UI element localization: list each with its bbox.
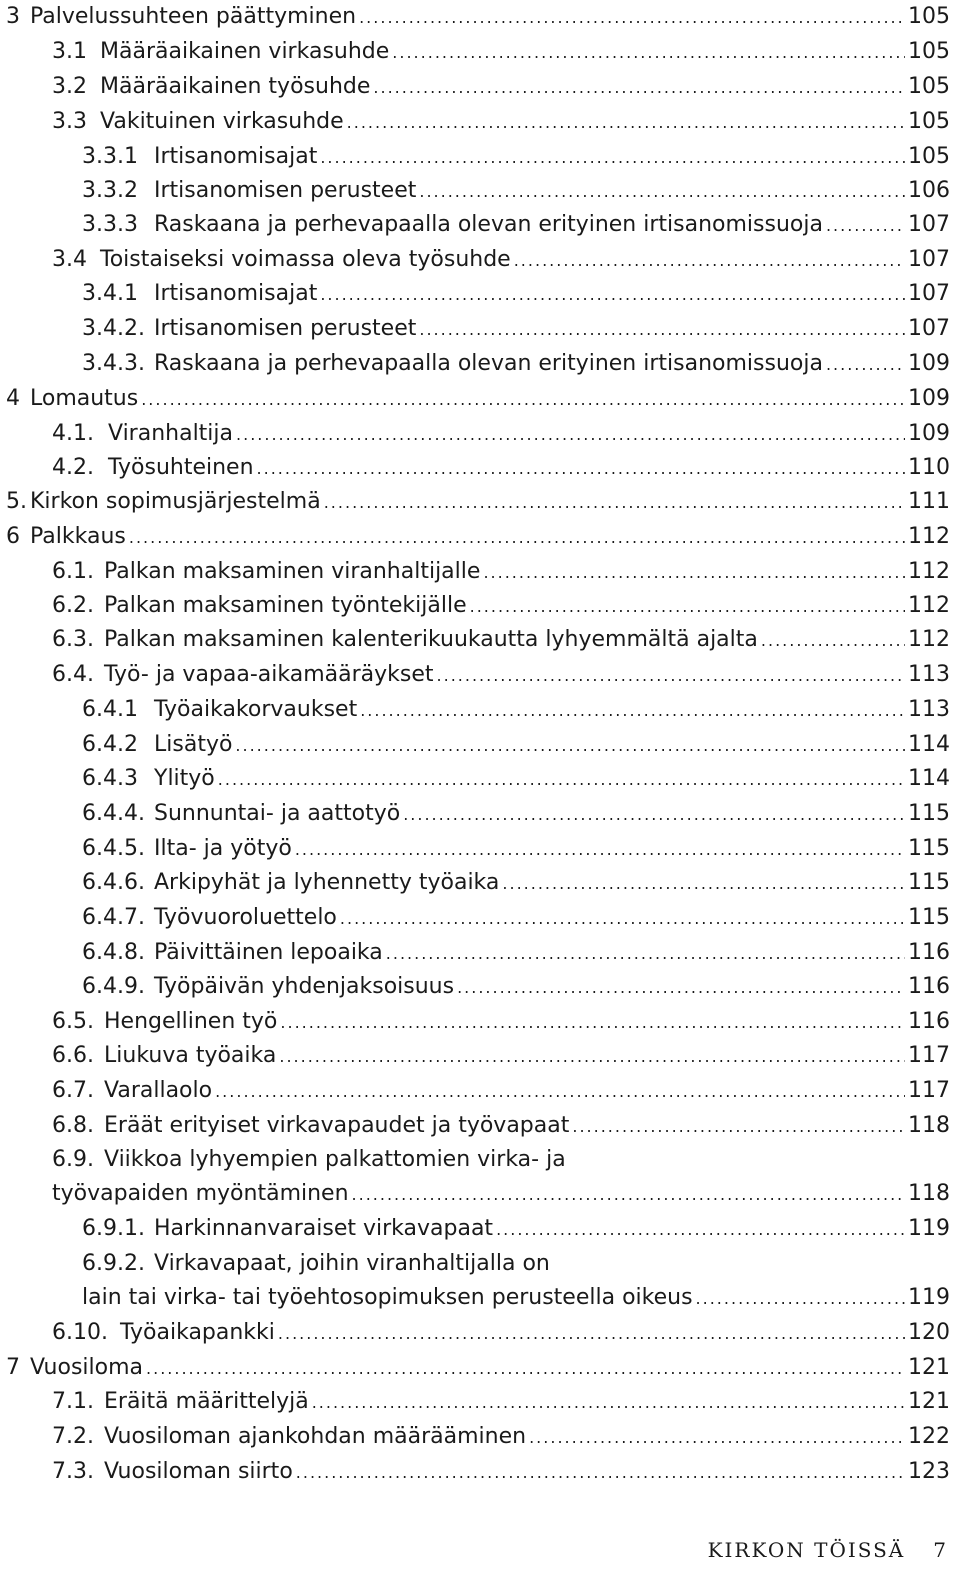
toc-section-number: 6.7. [52,1078,94,1103]
toc-page-number: 112 [908,524,950,549]
dot-leader [359,1,905,35]
toc-entry-title: Eräät erityiset virkavapaudet ja työvapaat [104,1113,570,1138]
toc-section-number: 4 [6,386,20,411]
page-footer [708,1538,948,1562]
toc-entry-title: Palvelussuhteen päättyminen [30,4,357,29]
toc-page-number: 118 [908,1113,950,1138]
dot-leader [295,833,905,867]
dot-leader [529,1421,905,1455]
toc-entry[interactable] [52,1005,950,1039]
toc-entry-title: Vakituinen virkasuhde [100,109,344,134]
toc-section-number: 6.4.7. [82,905,145,930]
toc-entry-title: Kirkon sopimusjärjestelmä [30,489,321,514]
toc-page-number: 123 [908,1459,950,1484]
toc-section-number: 6.4.6. [82,870,145,895]
toc-section-number: 3.3.2 [82,178,138,203]
toc-entry[interactable] [82,797,950,831]
footer-page-number: 7 [933,1538,948,1562]
toc-page-number: 109 [908,351,950,376]
toc-section-number: 6.4.2 [82,732,138,757]
toc-entry-title: Työvuoroluettelo [154,905,337,930]
toc-section-number: 3.4.2. [82,316,145,341]
toc-section-number: 3.1 [52,39,87,64]
toc-entry[interactable] [82,174,950,208]
toc-page-number: 109 [908,386,950,411]
toc-section-number: 6.4.9. [82,974,145,999]
dot-leader [236,418,905,452]
toc-entry[interactable] [82,728,950,762]
toc-entry[interactable] [6,485,950,519]
toc-entry[interactable] [6,1351,950,1385]
toc-entry-title: Liukuva työaika [104,1043,277,1068]
dot-leader [279,1040,905,1074]
toc-section-number: 6.4.5. [82,836,145,861]
dot-leader [320,278,905,312]
toc-entry-first-line [82,1247,950,1281]
toc-page-number: 115 [908,870,950,895]
dot-leader [320,141,905,175]
dot-leader [280,1006,905,1040]
dot-leader [392,36,905,70]
dot-leader [146,1352,905,1386]
dot-leader [373,71,905,105]
toc-page-number: 111 [908,489,950,514]
toc-section-number: 7.1. [52,1389,94,1414]
toc-page-number: 114 [908,732,950,757]
toc-entry-title: Raskaana ja perhevapaalla olevan erityinen irtisanomissuoja [154,212,823,237]
toc-entry[interactable] [52,1177,950,1211]
toc-section-number: 7.2. [52,1424,94,1449]
toc-section-number: 3.2 [52,74,87,99]
dot-leader [496,1213,905,1247]
toc-page-number: 109 [908,421,950,446]
dot-leader [457,971,905,1005]
dot-leader [215,1075,905,1109]
toc-entry[interactable] [52,1039,950,1073]
toc-section-number: 6.3. [52,627,94,652]
toc-section-number: 6 [6,524,20,549]
toc-entry-title: Raskaana ja perhevapaalla olevan erityinen irtisanomissuoja [154,351,823,376]
toc-entry[interactable] [52,243,950,277]
toc-section-number: 3.3 [52,109,87,134]
toc-page-number: 107 [908,247,950,272]
dot-leader [296,1456,905,1490]
toc-entry[interactable] [82,866,950,900]
toc-section-number: 7 [6,1355,20,1380]
toc-entry-title: Irtisanomisajat [154,144,318,169]
toc-entry[interactable] [52,417,950,451]
dot-leader [696,1282,905,1316]
toc-page-number: 121 [908,1355,950,1380]
toc-entry-first-line [52,1143,950,1177]
toc-section-number: 3.3.3 [82,212,138,237]
dot-leader [826,348,905,382]
toc-section-number: 4.1. [52,421,94,446]
toc-page-number: 119 [908,1216,950,1241]
toc-section-number: 6.4.1 [82,697,138,722]
toc-entry[interactable] [52,1455,950,1489]
toc-section-number: 6.4.8. [82,940,145,965]
toc-entry-title: Palkan maksaminen työntekijälle [104,593,467,618]
toc-entry[interactable] [82,936,950,970]
toc-entry[interactable] [52,1074,950,1108]
toc-entry-title: Vuosiloma [30,1355,144,1380]
toc-entry[interactable] [82,277,950,311]
toc-section-number: 6.2. [52,593,94,618]
toc-section-number: 6.8. [52,1113,94,1138]
dot-leader [340,902,905,936]
dot-leader [514,244,905,278]
toc-entry[interactable] [52,70,950,104]
toc-section-number: 6.10. [52,1320,108,1345]
toc-entry[interactable] [82,970,950,1004]
toc-entry[interactable] [82,140,950,174]
toc-entry-title: Irtisanomisen perusteet [154,178,417,203]
toc-entry-title: Palkan maksaminen viranhaltijalle [104,559,481,584]
toc-entry[interactable] [82,693,950,727]
footer-title: KIRKON TÖISSÄ [707,1538,906,1562]
dot-leader [129,521,905,555]
dot-leader [403,798,905,832]
toc-entry-title: Irtisanomisen perusteet [154,316,417,341]
toc-section-number: 6.9.1. [82,1216,145,1241]
toc-entry-title: Palkkaus [30,524,126,549]
dot-leader [386,937,905,971]
toc-entry-title-continuation: lain tai virka- tai työehtosopimuksen perusteella oikeus [82,1285,693,1310]
toc-page-number: 115 [908,836,950,861]
toc-page-number: 113 [908,697,950,722]
toc-section-number: 3.4.3. [82,351,145,376]
toc-entry[interactable] [52,658,950,692]
toc-section-number: 3.4.1 [82,281,138,306]
toc-entry[interactable] [52,35,950,69]
toc-entry[interactable] [52,1420,950,1454]
toc-section-number: 6.4. [52,662,94,687]
toc-entry-title: Määräaikainen virkasuhde [100,39,390,64]
toc-entry-title: Viranhaltija [108,421,234,446]
toc-section-number: 6.4.3 [82,766,138,791]
toc-entry-title: Lomautus [30,386,139,411]
toc-entry-title: Ylityö [154,766,215,791]
toc-entry[interactable] [52,1385,950,1419]
dot-leader [419,175,905,209]
toc-entry-title: Työsuhteinen [108,455,254,480]
toc-page-number: 116 [908,1009,950,1034]
toc-entry-title: Toistaiseksi voimassa oleva työsuhde [100,247,511,272]
toc-section-number: 6.1. [52,559,94,584]
toc-page-number: 120 [908,1320,950,1345]
dot-leader [235,729,905,763]
toc-entry-title: Työ- ja vapaa-aikamääräykset [104,662,434,687]
toc-entry[interactable] [6,382,950,416]
toc-page-number: 119 [908,1285,950,1310]
toc-entry-title: Arkipyhät ja lyhennetty työaika [154,870,500,895]
toc-entry[interactable] [82,1281,950,1315]
toc-entry-title: Sunnuntai- ja aattotyö [154,801,401,826]
toc-page-number: 117 [908,1078,950,1103]
toc-section-number: 3.4 [52,247,87,272]
toc-entry[interactable] [52,1316,950,1350]
toc-entry-title: Työaikapankki [120,1320,275,1345]
toc-entry-title: Irtisanomisajat [154,281,318,306]
toc-page-number: 116 [908,974,950,999]
toc-section-number: 3.3.1 [82,144,138,169]
toc-entry[interactable] [6,0,950,34]
toc-page-number: 117 [908,1043,950,1068]
toc-entry-title: Työaikakorvaukset [154,697,358,722]
dot-leader [360,694,905,728]
toc-section-number: 6.5. [52,1009,94,1034]
toc-entry[interactable] [52,623,950,657]
toc-entry-title: Hengellinen työ [104,1009,278,1034]
toc-section-number: 6.6. [52,1043,94,1068]
toc-entry-title: Määräaikainen työsuhde [100,74,371,99]
dot-leader [141,383,905,417]
toc-entry-title: Lisätyö [154,732,233,757]
toc-page-number: 107 [908,281,950,306]
dot-leader [437,659,905,693]
toc-entry[interactable] [82,1212,950,1246]
dot-leader [278,1317,905,1351]
toc-page-number: 107 [908,316,950,341]
toc-entry[interactable] [82,208,950,242]
toc-page-number: 105 [908,4,950,29]
toc-entry-title: Työpäivän yhdenjaksoisuus [154,974,455,999]
toc-section-number: 4.2. [52,455,94,480]
toc-page-number: 105 [908,144,950,169]
dot-leader [483,556,905,590]
toc-entry-title: Eräitä määrittelyjä [104,1389,309,1414]
dot-leader [324,486,905,520]
toc-section-number: 5. [6,489,27,514]
toc-entry[interactable] [52,555,950,589]
toc-page-number: 115 [908,801,950,826]
dot-leader [419,313,905,347]
toc-entry-title: Päivittäinen lepoaika [154,940,383,965]
toc-page-number: 110 [908,455,950,480]
toc-page-number: 105 [908,39,950,64]
toc-section-number: 3 [6,4,20,29]
toc-entry[interactable] [52,1109,950,1143]
dot-leader [218,763,905,797]
toc-entry-title-continuation: työvapaiden myöntäminen [52,1181,349,1206]
toc-entry[interactable] [52,105,950,139]
toc-section-number: 6.4.4. [82,801,145,826]
toc-entry[interactable] [52,589,950,623]
dot-leader [312,1386,905,1420]
dot-leader [572,1110,905,1144]
toc-entry[interactable] [82,347,950,381]
dot-leader [761,624,905,658]
dot-leader [470,590,905,624]
toc-entry-title: Varallaolo [104,1078,213,1103]
toc-section-number: 6.9.2. [82,1251,145,1276]
dot-leader [257,452,905,486]
dot-leader [352,1178,905,1212]
toc-page-number: 122 [908,1424,950,1449]
toc-page-number: 121 [908,1389,950,1414]
toc-entry[interactable] [82,832,950,866]
toc-page-number: 113 [908,662,950,687]
toc-entry-title: Viikkoa lyhyempien palkattomien virka- ja [104,1147,566,1172]
toc-page-number: 112 [908,627,950,652]
toc-page-number: 114 [908,766,950,791]
toc-entry-title: Palkan maksaminen kalenterikuukautta lyhyemmältä ajalta [104,627,758,652]
toc-entry[interactable] [82,312,950,346]
toc-section-number: 7.3. [52,1459,94,1484]
toc-section-number: 6.9. [52,1147,94,1172]
toc-page-number: 112 [908,559,950,584]
dot-leader [502,867,905,901]
toc-page-number: 105 [908,74,950,99]
toc-entry-title: Harkinnanvaraiset virkavapaat [154,1216,494,1241]
toc-entry-title: Virkavapaat, joihin viranhaltijalla on [154,1251,550,1276]
toc-page-number: 106 [908,178,950,203]
toc-page-number: 105 [908,109,950,134]
toc-page-number: 112 [908,593,950,618]
dot-leader [347,106,905,140]
toc-entry-title: Ilta- ja yötyö [154,836,292,861]
toc-entry[interactable] [82,762,950,796]
toc-page-number: 115 [908,905,950,930]
toc-page-number: 107 [908,212,950,237]
dot-leader [826,209,905,243]
toc-entry-title: Vuosiloman ajankohdan määrääminen [104,1424,527,1449]
toc-entry[interactable] [82,901,950,935]
toc-page-number: 118 [908,1181,950,1206]
toc-entry[interactable] [52,451,950,485]
toc-entry-title: Vuosiloman siirto [104,1459,293,1484]
toc-entry[interactable] [6,520,950,554]
toc-page-number: 116 [908,940,950,965]
